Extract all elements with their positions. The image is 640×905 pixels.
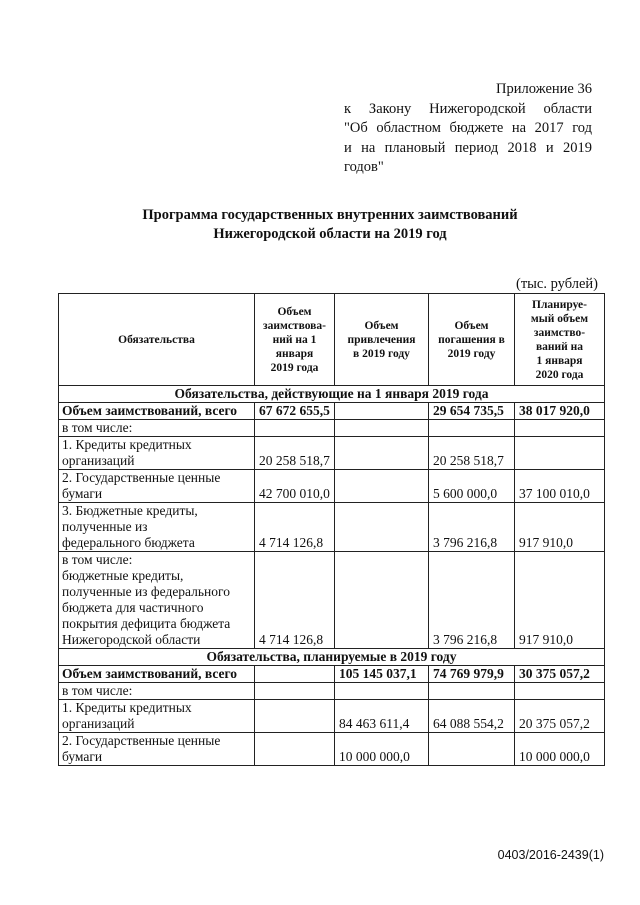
cell-repay: 74 769 979,9 (429, 666, 515, 683)
row-label: Объем заимствований, всего (59, 403, 255, 420)
header-obligations: Обязательства (59, 294, 255, 386)
table-row-existing-total (59, 403, 605, 420)
document-title (60, 206, 600, 244)
table-row-including (59, 420, 605, 437)
cell-planned: 10 000 000,0 (515, 733, 605, 766)
borrowing-program-table (58, 293, 605, 766)
units-label: (тыс. рублей) (516, 276, 598, 292)
cell-repay: 3 796 216,8 (429, 503, 515, 552)
cell-jan: 67 672 655,5 (255, 403, 335, 420)
section-title-planned: Обязательства, планируемые в 2019 году (59, 649, 605, 666)
section-title-existing: Обязательства, действующие на 1 января 2019 года (59, 386, 605, 403)
table-row-securities-planned (59, 733, 605, 766)
cell-planned: 37 100 010,0 (515, 470, 605, 503)
cell-repay: 29 654 735,5 (429, 403, 515, 420)
cell-jan: 20 258 518,7 (255, 437, 335, 470)
cell-raising: 105 145 037,1 (335, 666, 429, 683)
cell-jan: 4 714 126,8 (255, 503, 335, 552)
header-raising-2019: Объем привлечения в 2019 году (335, 294, 429, 386)
cell-planned: 917 910,0 (515, 503, 605, 552)
row-label: в том числе: бюджетные кредиты, полученные из федерального бюджета для частичного покрытия дефицита бюджета Нижегородской области (59, 552, 255, 649)
table-row-deficit-coverage-credits (59, 552, 605, 649)
table-row-budget-credits (59, 503, 605, 552)
section-row-planned (59, 649, 605, 666)
cell-jan (255, 666, 335, 683)
cell-planned (515, 437, 605, 470)
table-header-row (59, 294, 605, 386)
row-label: 3. Бюджетные кредиты, полученные из федерального бюджета (59, 503, 255, 552)
cell-planned: 20 375 057,2 (515, 700, 605, 733)
cell-repay: 20 258 518,7 (429, 437, 515, 470)
table-row-credit-institutions (59, 437, 605, 470)
cell-planned: 917 910,0 (515, 552, 605, 649)
row-label: в том числе: (59, 420, 255, 437)
table-row-securities (59, 470, 605, 503)
row-label: в том числе: (59, 683, 255, 700)
cell-jan (255, 700, 335, 733)
cell-jan (255, 733, 335, 766)
appendix-law-period-line: и на плановый период 2018 и 2019 (344, 139, 592, 156)
row-label: 1. Кредиты кредитных организаций (59, 437, 255, 470)
appendix-law-line: к Закону Нижегородской области (344, 100, 592, 117)
cell-planned: 30 375 057,2 (515, 666, 605, 683)
cell-jan: 4 714 126,8 (255, 552, 335, 649)
cell-repay: 5 600 000,0 (429, 470, 515, 503)
row-label: 2. Государственные ценные бумаги (59, 470, 255, 503)
cell-repay: 3 796 216,8 (429, 552, 515, 649)
appendix-law-end-line: годов" (344, 159, 384, 175)
cell-raising: 84 463 611,4 (335, 700, 429, 733)
cell-repay (429, 733, 515, 766)
document-code: 0403/2016-2439(1) (497, 848, 604, 862)
cell-planned: 38 017 920,0 (515, 403, 605, 420)
cell-repay: 64 088 554,2 (429, 700, 515, 733)
header-planned-jan-2020: Планируе- мый объем заимство- ваний на 1 января 2020 года (515, 294, 605, 386)
header-repayment-2019: Объем погашения в 2019 году (429, 294, 515, 386)
row-label: Объем заимствований, всего (59, 666, 255, 683)
row-label: 1. Кредиты кредитных организаций (59, 700, 255, 733)
table-row-credit-institutions-planned (59, 700, 605, 733)
cell-raising: 10 000 000,0 (335, 733, 429, 766)
cell-raising (335, 403, 429, 420)
cell-raising (335, 552, 429, 649)
appendix-law-title-line: "Об областном бюджете на 2017 год (344, 120, 592, 136)
title-line-2: Нижегородской области на 2019 год (213, 226, 447, 242)
cell-raising (335, 470, 429, 503)
cell-jan: 42 700 010,0 (255, 470, 335, 503)
row-label: 2. Государственные ценные бумаги (59, 733, 255, 766)
cell-raising (335, 437, 429, 470)
table-row-including (59, 683, 605, 700)
section-row-existing (59, 386, 605, 403)
cell-raising (335, 503, 429, 552)
table-row-planned-total (59, 666, 605, 683)
appendix-block (344, 80, 592, 178)
title-line-1: Программа государственных внутренних заимствований (142, 207, 518, 223)
header-volume-jan-2019: Объем заимствова- ний на 1 января 2019 года (255, 294, 335, 386)
appendix-number: Приложение 36 (496, 81, 592, 97)
